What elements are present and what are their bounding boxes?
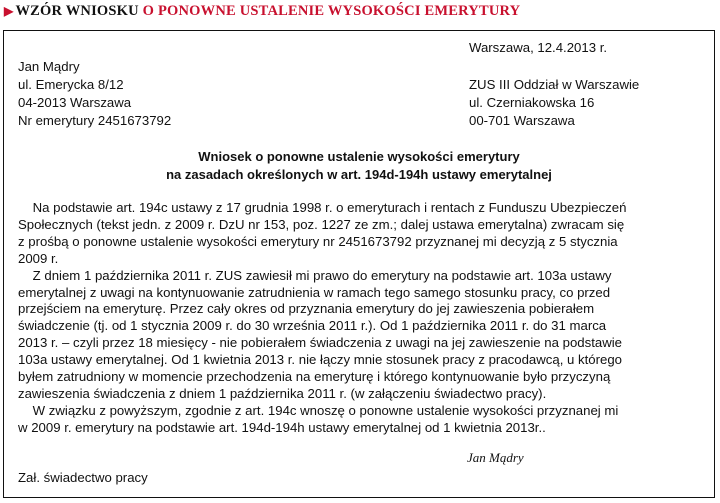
application-document [3, 30, 715, 498]
recipient-office: ZUS III Oddział w Warszawie [469, 77, 640, 92]
arrow-icon: ▶ [4, 4, 14, 18]
body-line: z prośbą o ponowne ustalenie wysokości emerytury nr 2451673792 przyznanej mi decyzją z 5 stycznia [18, 233, 618, 249]
document-title-line2: na zasadach określonych w art. 194d-194h ustawy emerytalnej [166, 167, 552, 182]
header-lead: WZÓR WNIOSKU [15, 3, 139, 19]
document-title-line1: Wniosek o ponowne ustalenie wysokości emerytury [198, 149, 520, 164]
article-header [4, 3, 520, 23]
body-line: przejściem na emeryturę. Przez cały okres od przyznania emerytury do jej zawieszenia pobierałem [18, 301, 595, 317]
body-line: Społecznych (tekst jedn. z 2009 r. DzU nr 153, poz. 1227 ze zm.; dalej ustawa emerytalna) zwracam się [18, 216, 625, 232]
body-line: emerytalnej z uwagi na kontynuowanie zatrudnienia w ramach tego samego stosunku pracy, co przed [18, 284, 611, 300]
sender-city: 04-2013 Warszawa [18, 95, 132, 110]
attachment-note: Zał. świadectwo pracy [18, 470, 148, 485]
signature: Jan Mądry [467, 450, 524, 465]
body-line: w 2009 r. emerytury na podstawie art. 194d-194h ustawy emerytalnej od 1 kwietnia 2013r.. [18, 419, 546, 435]
recipient-street: ul. Czerniakowska 16 [469, 95, 595, 110]
body-line: 2009 r. [18, 250, 59, 266]
header-title: O PONOWNE USTALENIE WYSOKOŚCI EMERYTURY [142, 3, 521, 19]
body-line: Na podstawie art. 194c ustawy z 17 grudnia 1998 r. o emeryturach i rentach z Funduszu Ubezpieczeń [18, 200, 627, 215]
body-line: W związku z powyższym, zgodnie z art. 194c wnoszę o ponowne ustalenie wysokości przyznanej mi [18, 402, 619, 418]
body-line: Z dniem 1 października 2011 r. ZUS zawiesił mi prawo do emerytury na podstawie art. 103a ustawy [18, 267, 612, 283]
sender-street: ul. Emerycka 8/12 [18, 77, 124, 92]
body-line: 103a ustawy emerytalnej. Od 1 kwietnia 2013 r. nie łączy mnie stosunek pracy z pracodawcą, u którego [18, 352, 623, 368]
body-line: 2013 r. – czyli przez 18 miesięcy - nie pobierałem świadczenia z uwagi na jej zawieszenie na podstawie [18, 335, 623, 351]
document-body [18, 200, 694, 437]
sender-pension-number: Nr emerytury 2451673792 [18, 113, 172, 128]
place-date: Warszawa, 12.4.2013 r. [469, 40, 608, 55]
body-line: zawieszenia świadczenia z dniem 1 października 2011 r. (w załączeniu świadectwo pracy). [18, 385, 547, 401]
recipient-city: 00-701 Warszawa [469, 113, 575, 128]
body-line: byłem zatrudniony w momencie przechodzenia na emeryturę i którego kontynuowanie było przyczyną [18, 369, 611, 385]
sender-name: Jan Mądry [18, 59, 80, 74]
body-line: świadczenie (tj. od 1 stycznia 2009 r. do 30 września 2011 r.). Od 1 października 2011 r. do 31 marca [18, 318, 607, 334]
